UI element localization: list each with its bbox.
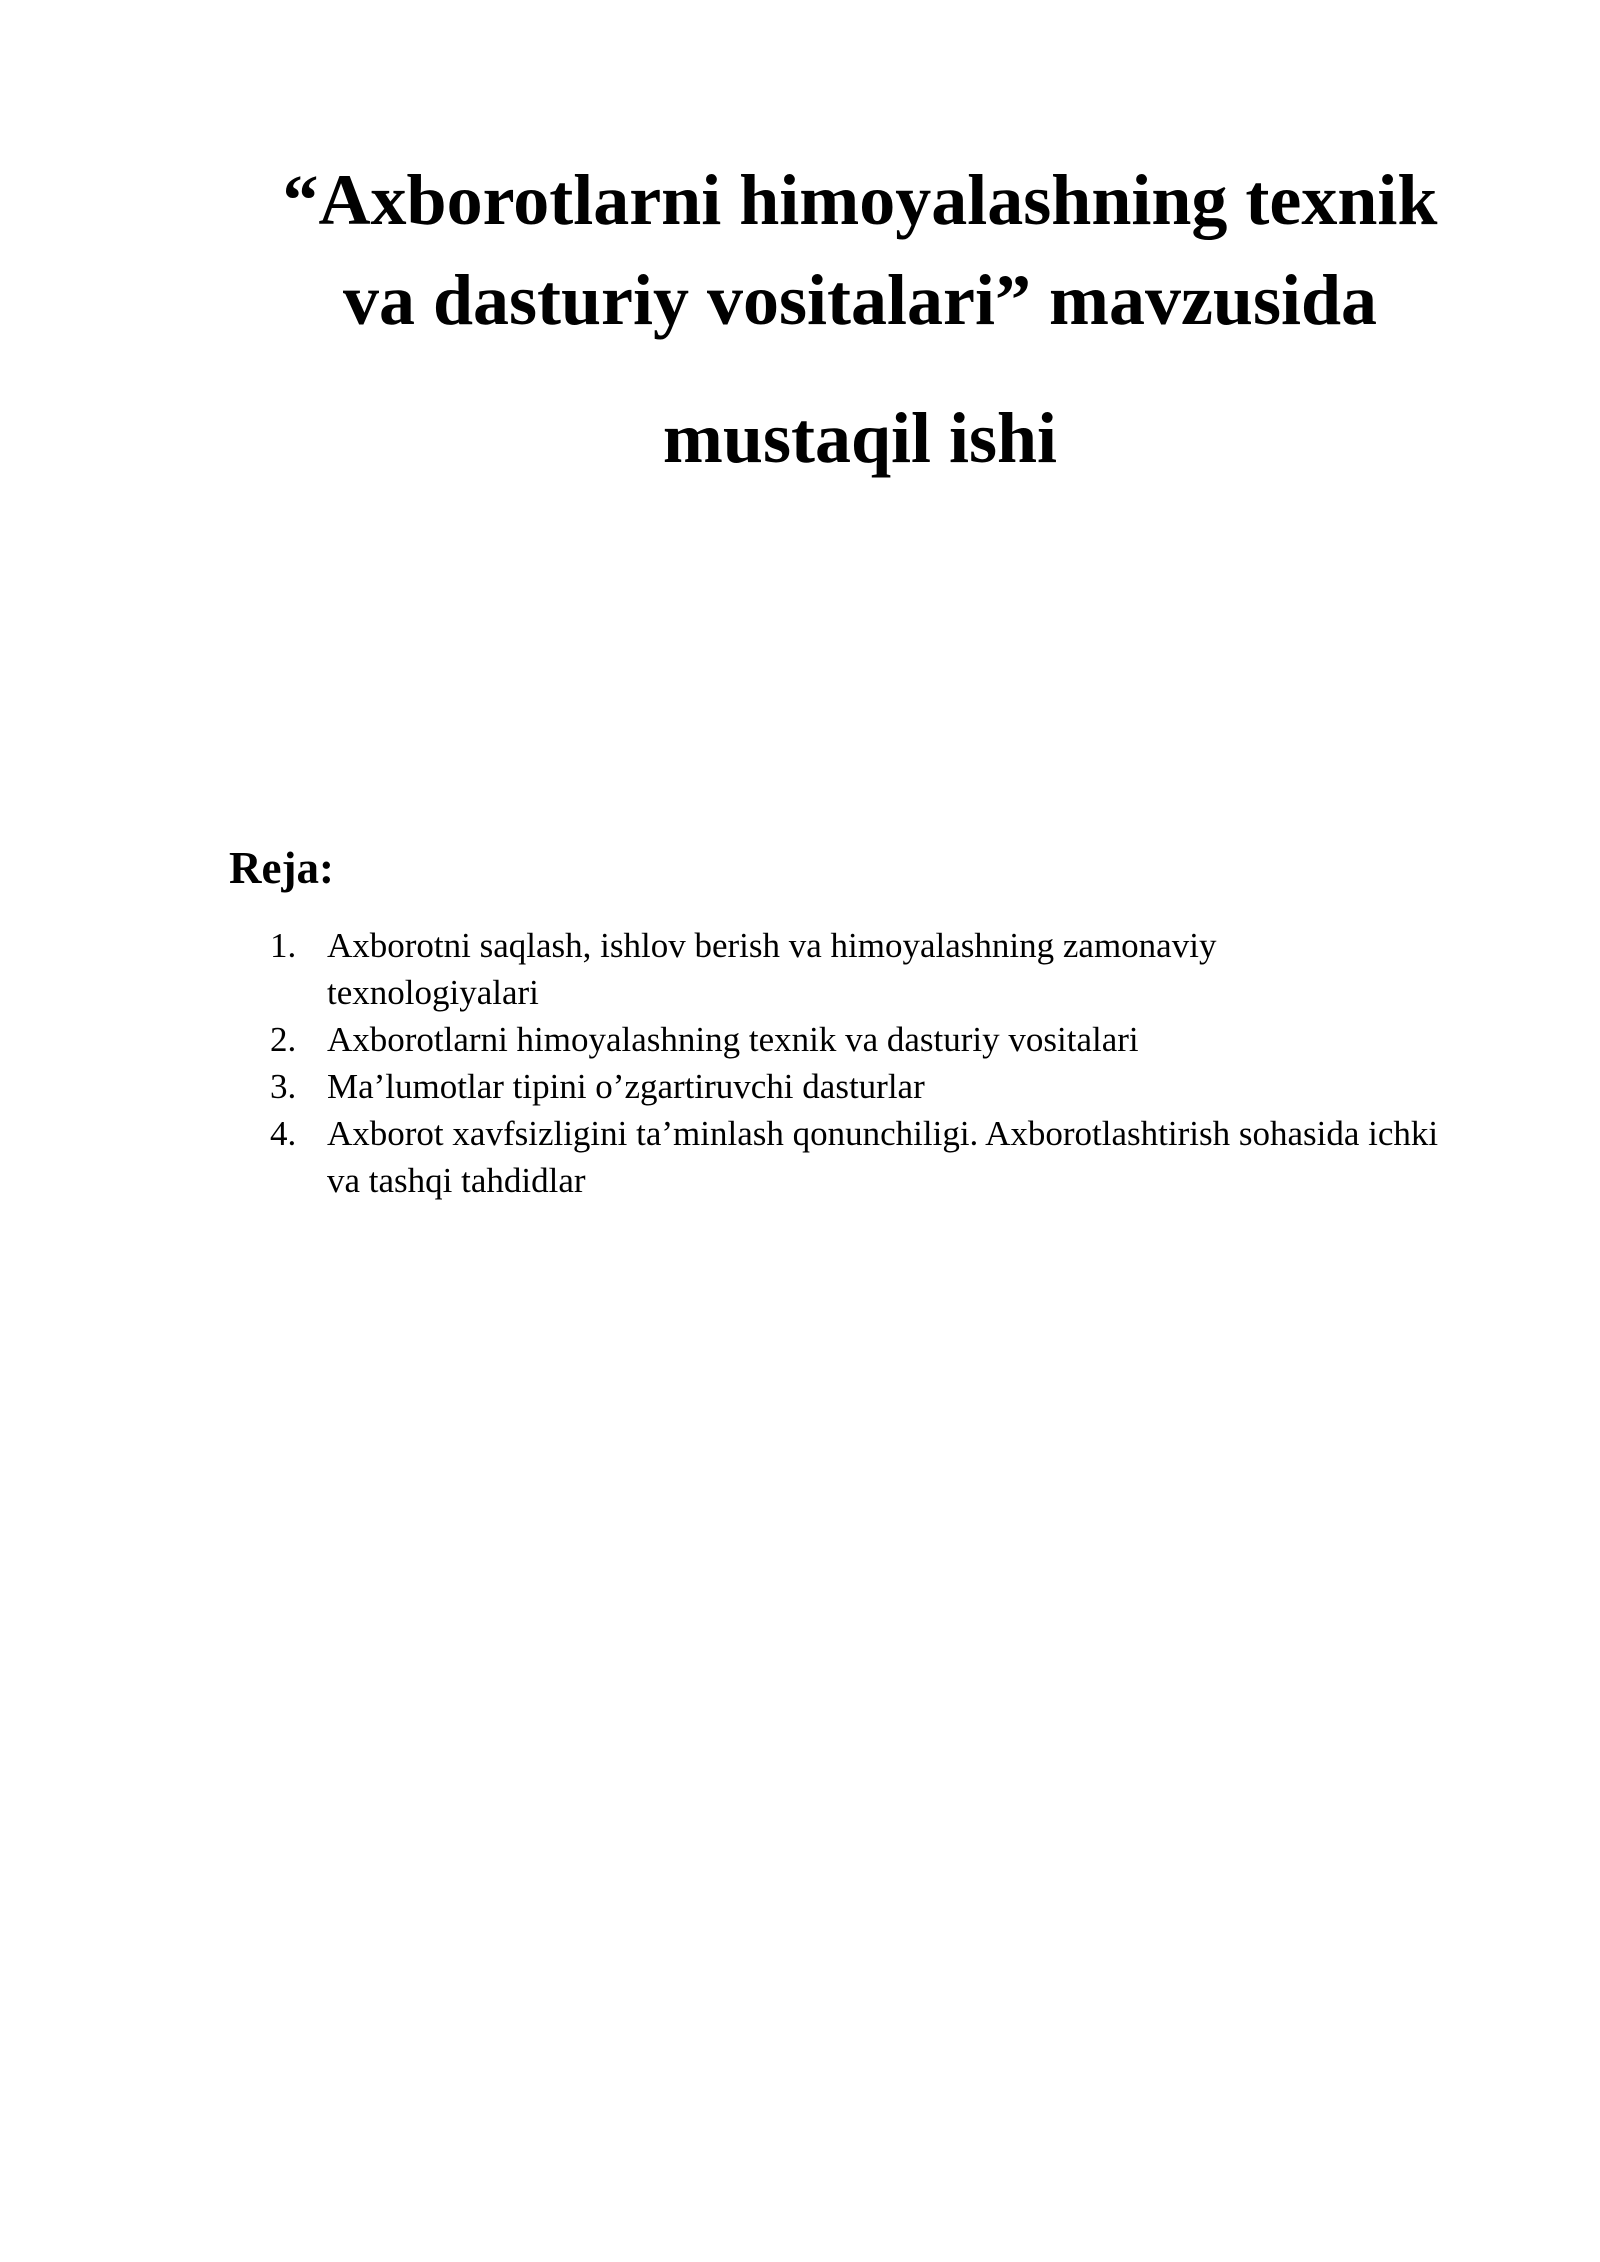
plan-item-text: Ma’lumotlar tipini o’zgartiruvchi dasturlar <box>327 1067 925 1106</box>
plan-item-number: 3. <box>270 1067 297 1106</box>
plan-list-item <box>270 1063 1470 1110</box>
plan-item-text: Axborotlarni himoyalashning texnik va dasturiy vositalari <box>327 1020 1139 1059</box>
title-line-3: mustaqil ishi <box>662 398 1058 478</box>
plan-list-item <box>270 1110 1470 1204</box>
plan-list-item <box>270 1016 1470 1063</box>
title-line-2: va dasturiy vositalari” mavzusida <box>342 260 1378 340</box>
title-line-1: “Axborotlarni himoyalashning texnik <box>282 160 1438 240</box>
plan-list-item <box>270 922 1470 1016</box>
plan-list <box>270 922 1470 1204</box>
plan-heading: Reja: <box>229 843 334 893</box>
document-title <box>230 150 1490 488</box>
plan-item-text: Axborot xavfsizligini ta’minlash qonunchiligi. Axborotlashtirish sohasida ichki va tashqi tahdidlar <box>327 1114 1439 1200</box>
plan-item-number: 2. <box>270 1020 297 1059</box>
plan-item-text: Axborotni saqlash, ishlov berish va himoyalashning zamonaviy texnologiyalari <box>327 926 1217 1012</box>
plan-item-number: 4. <box>270 1114 297 1153</box>
plan-item-number: 1. <box>270 926 297 965</box>
